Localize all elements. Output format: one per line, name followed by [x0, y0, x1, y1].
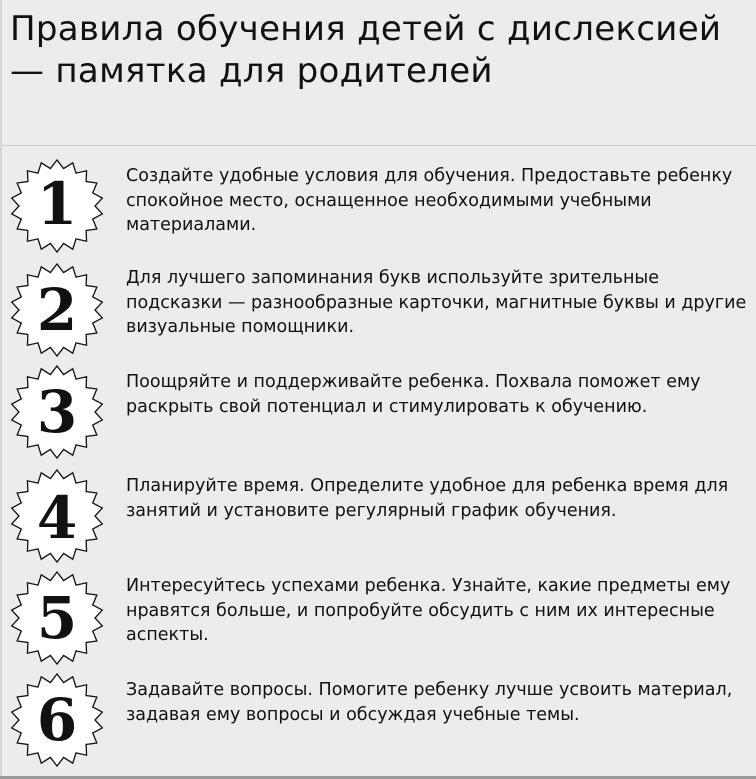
rule-text-4: Планируйте время. Определите удобное для ребенка время для занятий и установите регулярный график обучения. [126, 476, 729, 521]
rule-text-1: Создайте удобные условия для обучения. Предоставьте ребенку спокойное место, оснащенное необходимыми учебными материалами. [126, 166, 733, 235]
rule-item-1 [0, 158, 756, 258]
rule-text-3: Поощряйте и поддерживайте ребенка. Похвала поможет ему раскрыть свой потенциал и стимулировать к обучению. [126, 372, 701, 417]
starburst-badge-icon [9, 262, 105, 358]
rule-number-3: 3 [36, 378, 78, 446]
rule-text-2: Для лучшего запоминания букв используйте зрительные подсказки — разнообразные карточки, магнитные буквы и другие визуальные помощники. [126, 268, 747, 337]
rule-number-2: 2 [36, 276, 78, 344]
starburst-badge-icon [9, 364, 105, 460]
rule-item-2 [0, 262, 756, 362]
starburst-badge-icon [9, 672, 105, 768]
rule-text-5: Интересуйтесь успехами ребенка. Узнайте, какие предметы ему нравятся больше, и попробуйте обсудить с ним их интересные аспекты. [126, 576, 731, 645]
starburst-badge-icon [9, 158, 105, 254]
starburst-badge-icon [9, 468, 105, 564]
starburst-badge-icon [9, 570, 105, 666]
rule-item-3 [0, 364, 756, 464]
title-divider [2, 145, 756, 146]
page-title: Правила обучения детей с дислексией — памятка для родителей [10, 9, 722, 91]
rule-item-5 [0, 570, 756, 670]
rule-number-5: 5 [36, 584, 78, 652]
rule-number-4: 4 [36, 484, 78, 552]
rule-item-6 [0, 672, 756, 772]
rule-number-1: 1 [36, 170, 78, 238]
rule-text-6: Задавайте вопросы. Помогите ребенку лучше усвоить материал, задавая ему вопросы и обсуждая учебные темы. [126, 680, 733, 725]
rule-item-4 [0, 468, 756, 568]
rule-number-6: 6 [36, 686, 78, 754]
